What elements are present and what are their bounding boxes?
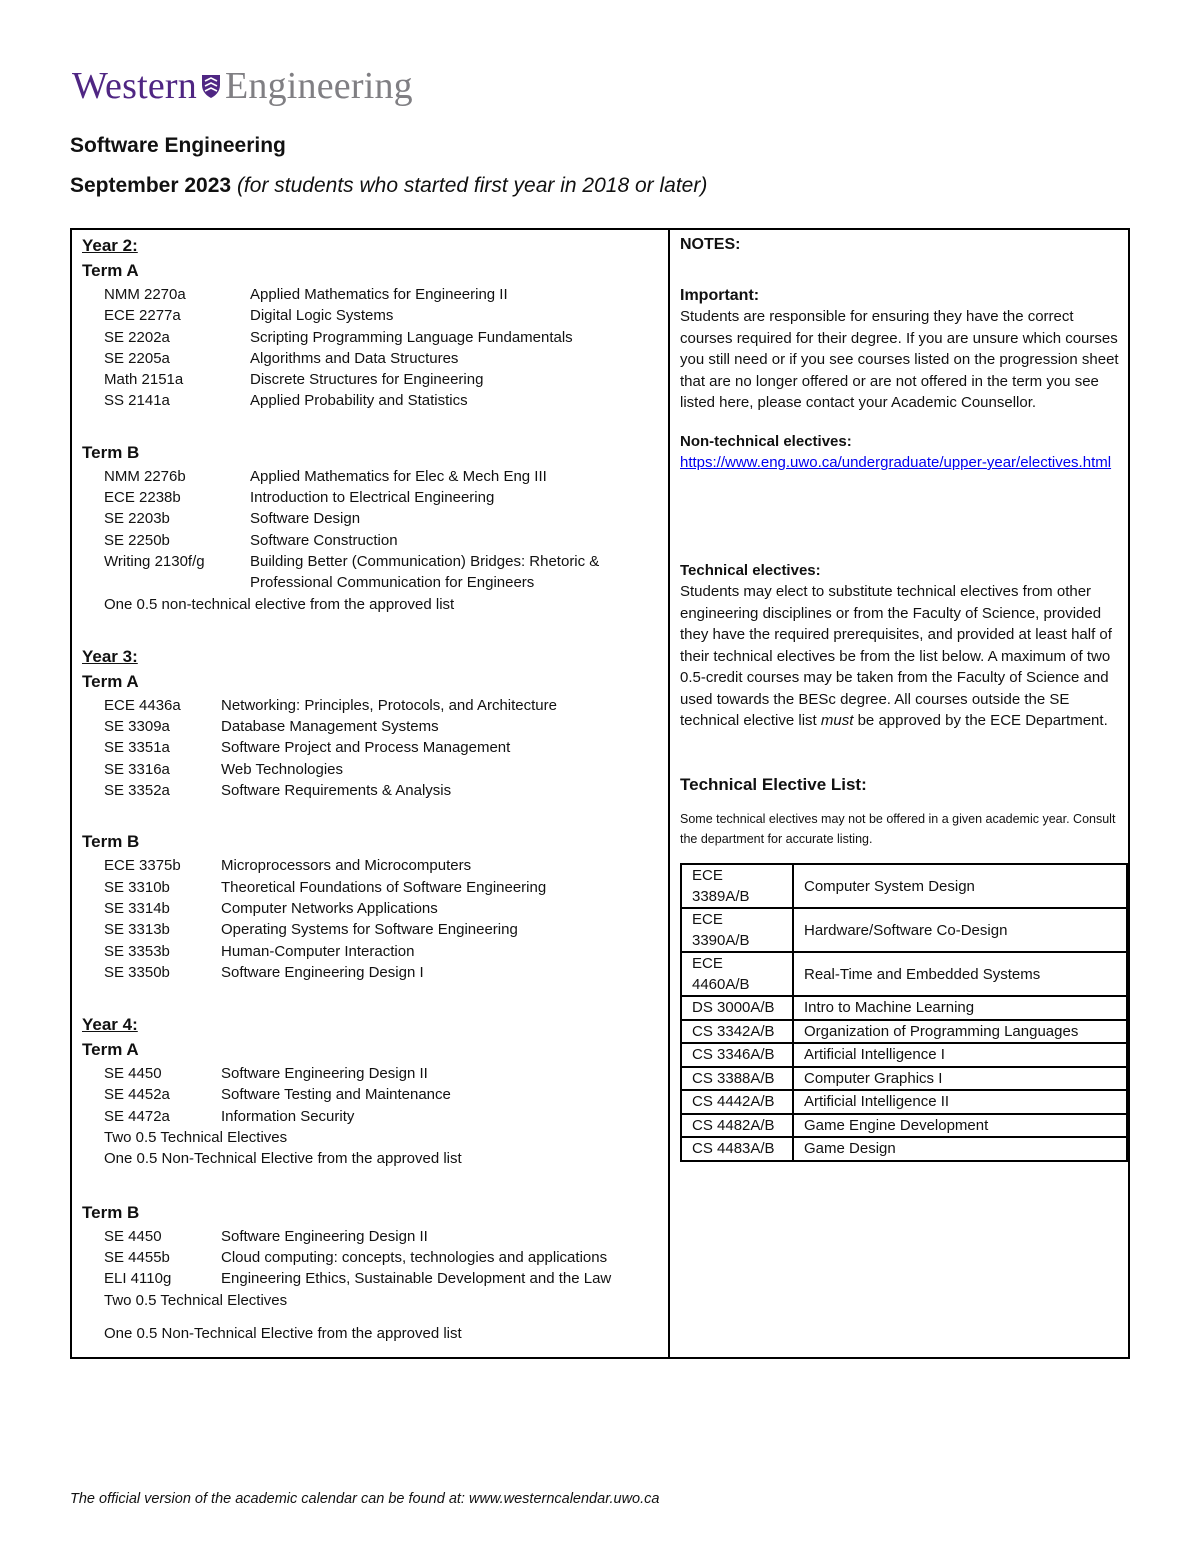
course-code: SE 3314b: [104, 899, 170, 917]
course-name: Engineering Ethics, Sustainable Development and the Law: [221, 1270, 612, 1288]
elective-name: Real-Time and Embedded Systems: [793, 952, 1127, 996]
elective-name: Intro to Machine Learning: [793, 996, 1127, 1020]
course-name: Building Better (Communication) Bridges: Rhetoric & Professional Communication for Engineers: [250, 552, 600, 592]
course-name: Introduction to Electrical Engineering: [250, 489, 495, 507]
shield-icon: [200, 73, 222, 99]
technical-electives-emphasis: must: [820, 712, 854, 729]
course-row: [82, 780, 662, 801]
course-row: [82, 962, 662, 983]
course-name: Scripting Programming Language Fundamentals: [250, 328, 573, 346]
course-code: ECE 2238b: [104, 489, 181, 507]
year-2-term-a-courses: [82, 284, 662, 412]
technical-electives-heading: Technical electives:: [680, 561, 821, 579]
table-row: [681, 1067, 1127, 1091]
course-name: Software Design: [250, 510, 361, 528]
course-sequence-column: [82, 234, 662, 1344]
technical-elective-list-heading: Technical Elective List:: [680, 774, 867, 794]
course-code: ELI 4110g: [104, 1270, 172, 1288]
course-name: Human-Computer Interaction: [221, 942, 415, 960]
course-row: [82, 327, 662, 348]
course-name: Software Engineering Design II: [221, 1065, 428, 1083]
course-name: Operating Systems for Software Engineering: [221, 921, 518, 939]
course-name: Software Requirements & Analysis: [221, 782, 452, 800]
elective-name: Artificial Intelligence II: [793, 1090, 1127, 1114]
important-text: Students are responsible for ensuring they have the correct courses required for their degree. If you are unsure which courses you still need or if you see courses listed on the progression sheet that are no longer offered or are not offered in the term you see listed here, please contact your Academic Counsellor.: [680, 308, 1119, 411]
course-row: [82, 759, 662, 780]
course-name: Applied Probability and Statistics: [250, 392, 468, 410]
technical-elective-list-note: Some technical electives may not be offered in a given academic year. Consult the department for accurate listing.: [680, 812, 1116, 846]
elective-code: CS 4483A/B: [681, 1137, 793, 1161]
course-name: Software Project and Process Management: [221, 739, 511, 757]
elective-name: Organization of Programming Languages: [793, 1020, 1127, 1044]
elective-name: Game Engine Development: [793, 1114, 1127, 1138]
course-name: Applied Mathematics for Engineering II: [250, 286, 508, 303]
course-name: Computer Networks Applications: [221, 899, 438, 917]
course-row: [82, 466, 662, 487]
year-4-term-b-courses: [82, 1226, 662, 1290]
course-row: [82, 284, 662, 305]
course-name: Web Technologies: [221, 760, 344, 778]
course-row: [82, 737, 662, 758]
course-row: [82, 369, 662, 390]
course-code: SE 3353b: [104, 942, 170, 960]
table-row: [681, 1020, 1127, 1044]
course-code: Math 2151a: [104, 371, 184, 389]
year-4-heading: Year 4:: [82, 1015, 138, 1035]
course-name: Microprocessors and Microcomputers: [221, 857, 472, 875]
table-row: [681, 1043, 1127, 1067]
year-2-term-b-heading: Term B: [82, 442, 140, 462]
western-engineering-logo: [72, 64, 413, 108]
course-row: [82, 1063, 662, 1084]
course-row: [82, 305, 662, 326]
course-code: SE 2250b: [104, 531, 170, 549]
elective-name: Computer Graphics I: [793, 1067, 1127, 1091]
course-code: SE 4450: [104, 1065, 162, 1083]
elective-code: CS 4442A/B: [681, 1090, 793, 1114]
course-code: ECE 2277a: [104, 307, 181, 325]
footer-note: The official version of the academic calendar can be found at: www.westerncalendar.uwo.ca: [70, 1491, 660, 1507]
elective-code: CS 4482A/B: [681, 1114, 793, 1138]
course-row: [82, 1084, 662, 1105]
year-2-term-a-heading: Term A: [82, 261, 139, 280]
electives-link[interactable]: https://www.eng.uwo.ca/undergraduate/upper-year/electives.html: [680, 454, 1112, 471]
course-code: SE 2202a: [104, 328, 170, 346]
course-name: Networking: Principles, Protocols, and Architecture: [221, 696, 557, 714]
year-3-term-b-courses: [82, 855, 662, 983]
elective-code: ECE 4460A/B: [681, 952, 793, 996]
course-row: [82, 877, 662, 898]
table-row: [681, 864, 1127, 908]
table-row: [681, 952, 1127, 996]
course-code: Writing 2130f/g: [104, 552, 205, 570]
course-name: Software Engineering Design I: [221, 963, 424, 981]
course-name: Algorithms and Data Structures: [250, 349, 459, 367]
year-4-term-b-heading: Term B: [82, 1202, 140, 1222]
course-row: [82, 941, 662, 962]
table-row: [681, 1090, 1127, 1114]
course-code: SE 2203b: [104, 510, 170, 528]
elective-code: ECE 3390A/B: [681, 908, 793, 952]
course-row: [82, 348, 662, 369]
technical-elective-note: Two 0.5 Technical Electives: [104, 1291, 288, 1309]
course-row: [82, 1226, 662, 1247]
course-name: Discrete Structures for Engineering: [250, 371, 484, 389]
course-code: SE 3352a: [104, 782, 170, 800]
course-row: [82, 1268, 662, 1289]
table-row: [681, 996, 1127, 1020]
elective-name: Game Design: [793, 1137, 1127, 1161]
course-name: Cloud computing: concepts, technologies and applications: [221, 1248, 608, 1266]
course-name: Applied Mathematics for Elec & Mech Eng III: [250, 467, 547, 485]
important-heading: Important:: [680, 286, 760, 304]
course-code: SE 3313b: [104, 921, 170, 939]
course-name: Information Security: [221, 1107, 355, 1125]
course-row: [82, 898, 662, 919]
course-code: SE 2205a: [104, 349, 170, 367]
table-row: [681, 1137, 1127, 1161]
course-code: NMM 2270a: [104, 286, 186, 303]
elective-code: CS 3342A/B: [681, 1020, 793, 1044]
elective-code: ECE 3389A/B: [681, 864, 793, 908]
year-4-term-a-courses: [82, 1063, 662, 1127]
progression-table: [70, 228, 1130, 1359]
technical-elective-note: Two 0.5 Technical Electives: [104, 1129, 288, 1147]
course-code: SE 3350b: [104, 963, 170, 981]
course-code: SS 2141a: [104, 392, 170, 410]
course-name: Software Construction: [250, 531, 398, 549]
notes-column: [680, 234, 1120, 1162]
table-row: [681, 908, 1127, 952]
table-row: [681, 1114, 1127, 1138]
course-code: SE 4472a: [104, 1107, 170, 1125]
course-row: [82, 551, 662, 594]
course-row: [82, 508, 662, 529]
course-code: SE 4450: [104, 1227, 162, 1245]
elective-code: CS 3388A/B: [681, 1067, 793, 1091]
logo-engineering: Engineering: [224, 65, 413, 107]
non-technical-electives-heading: Non-technical electives:: [680, 432, 852, 450]
course-name: Database Management Systems: [221, 718, 439, 736]
elective-name: Computer System Design: [793, 864, 1127, 908]
elective-note: One 0.5 Non-Technical Elective from the approved list: [104, 1150, 462, 1168]
course-row: [82, 695, 662, 716]
technical-electives-text-part2: be approved by the ECE Department.: [853, 712, 1108, 729]
notes-heading: NOTES:: [680, 236, 741, 253]
course-code: SE 4455b: [104, 1248, 170, 1266]
course-code: ECE 4436a: [104, 696, 181, 714]
course-name: Software Testing and Maintenance: [221, 1086, 451, 1104]
year-2-term-b-courses: [82, 466, 662, 594]
course-row: [82, 487, 662, 508]
elective-name: Hardware/Software Co-Design: [793, 908, 1127, 952]
elective-note: One 0.5 Non-Technical Elective from the approved list: [104, 1324, 462, 1342]
technical-electives-text: [680, 581, 1120, 732]
subtitle-note: (for students who started first year in 2018 or later): [236, 174, 708, 197]
year-3-term-a-heading: Term A: [82, 671, 139, 691]
elective-code: CS 3346A/B: [681, 1043, 793, 1067]
column-divider: [668, 230, 670, 1357]
course-code: SE 3310b: [104, 878, 170, 896]
course-code: SE 3351a: [104, 739, 170, 757]
course-row: [82, 716, 662, 737]
course-row: [82, 919, 662, 940]
course-name: Digital Logic Systems: [250, 307, 394, 325]
course-row: [82, 390, 662, 411]
logo-western: Western: [72, 65, 197, 107]
elective-note: One 0.5 non-technical elective from the approved list: [104, 595, 455, 613]
year-3-term-b-heading: Term B: [82, 832, 140, 852]
year-4-term-a-heading: Term A: [82, 1040, 139, 1060]
course-code: SE 4452a: [104, 1086, 170, 1104]
technical-electives-text-part1: Students may elect to substitute technical electives from other engineering disciplines or from the Faculty of Science, provided they have the required prerequisites, and provided at least half of their technical electives be from the list below. A maximum of two 0.5-credit courses may be taken from the Faculty of Science and used towards the BESc degree. All courses outside the SE technical elective list: [680, 583, 1112, 729]
elective-code: DS 3000A/B: [681, 996, 793, 1020]
course-code: SE 3309a: [104, 718, 170, 736]
subtitle-date: September 2023: [70, 174, 232, 197]
course-code: SE 3316a: [104, 760, 170, 778]
page-subtitle: [70, 174, 707, 198]
course-name: Software Engineering Design II: [221, 1227, 428, 1245]
year-3-term-a-courses: [82, 695, 662, 801]
year-3-heading: Year 3:: [82, 646, 138, 666]
course-name: Theoretical Foundations of Software Engineering: [221, 878, 547, 896]
course-row: [82, 1247, 662, 1268]
year-2-heading: Year 2:: [82, 236, 138, 255]
elective-name: Artificial Intelligence I: [793, 1043, 1127, 1067]
course-row: [82, 1106, 662, 1127]
course-code: ECE 3375b: [104, 857, 181, 875]
page-title: Software Engineering: [70, 134, 286, 157]
course-row: [82, 855, 662, 876]
course-row: [82, 530, 662, 551]
technical-elective-table: [680, 863, 1128, 1162]
course-code: NMM 2276b: [104, 467, 186, 485]
